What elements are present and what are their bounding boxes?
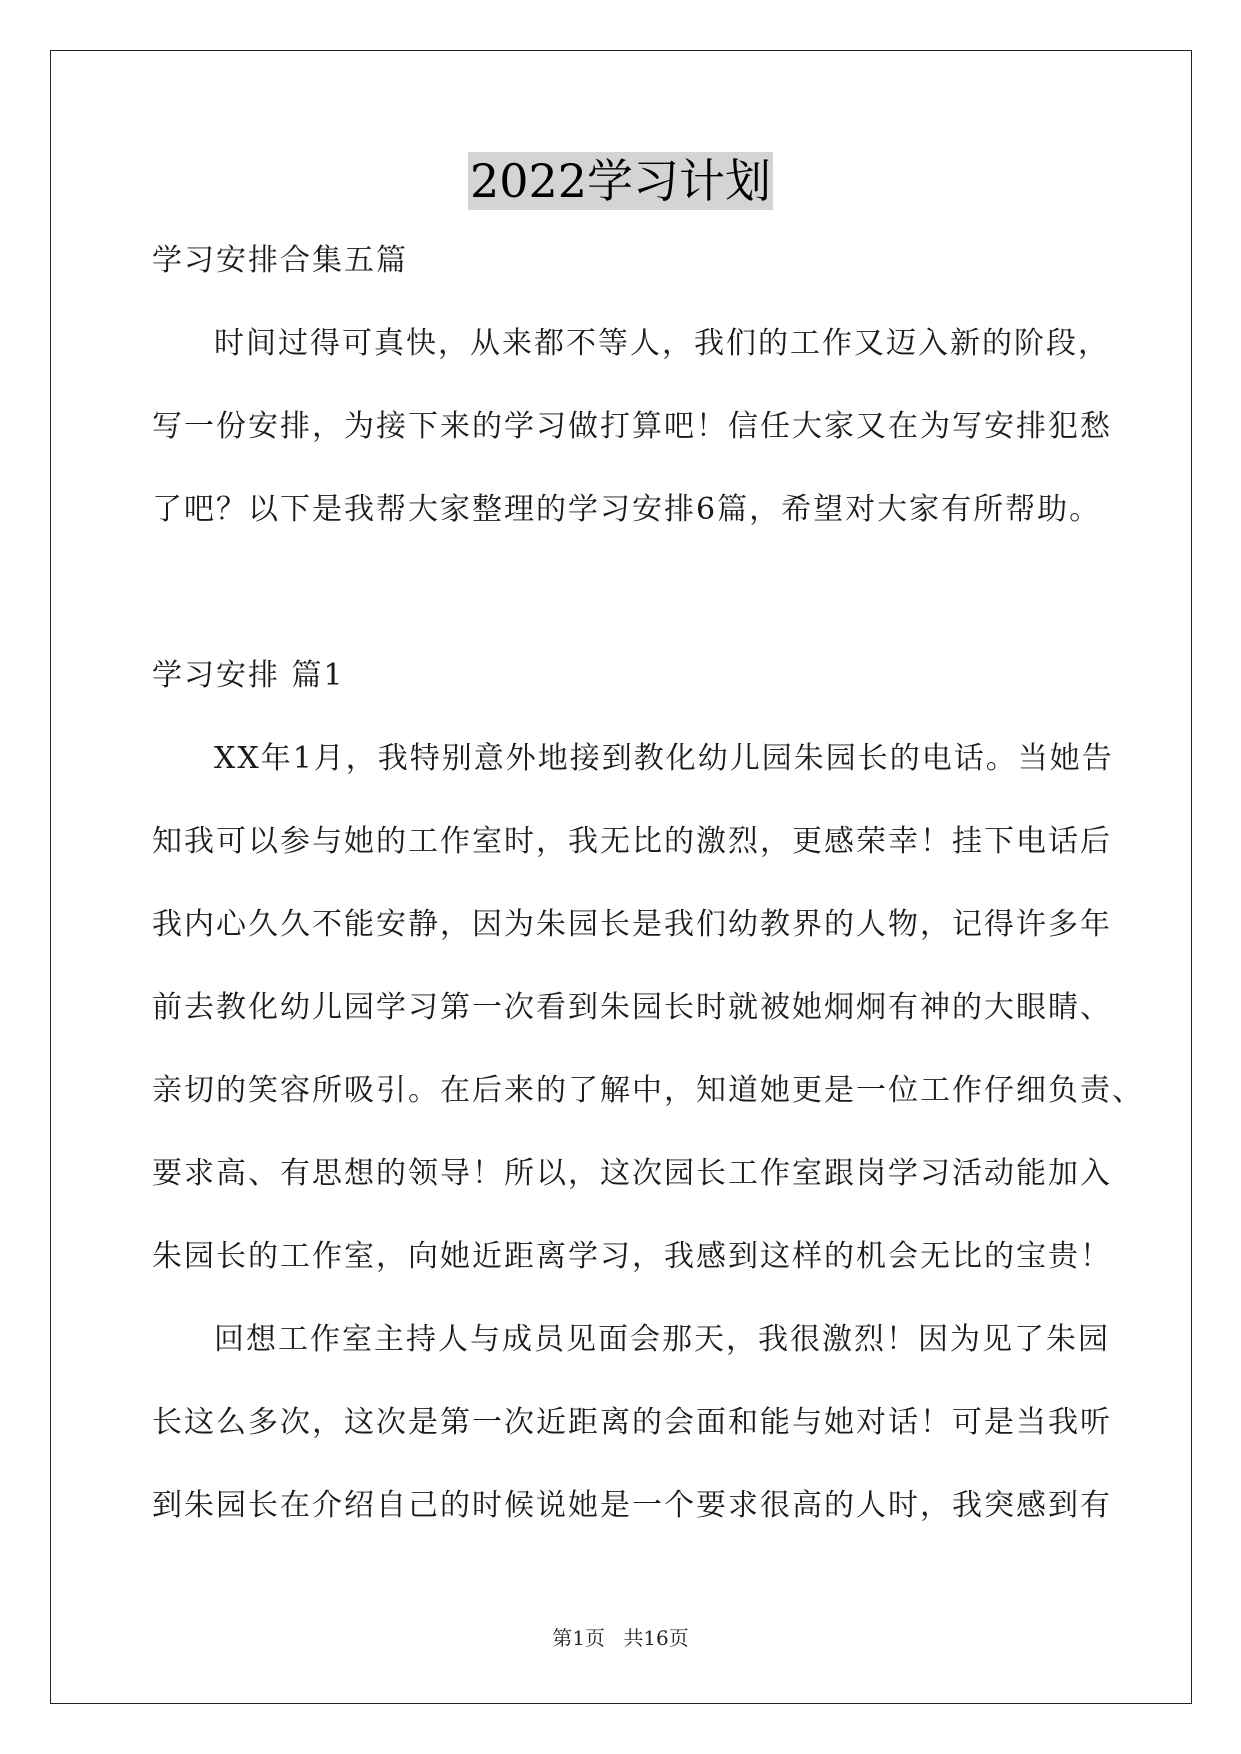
title-wrap (0, 152, 1241, 210)
page-total: 共16页 (623, 1626, 689, 1650)
paragraph-line: 回想工作室主持人与成员见面会那天，我很激烈！因为见了朱园 (214, 1322, 1110, 1357)
intro-line: 时间过得可真快，从来都不等人，我们的工作又迈入新的阶段， (214, 326, 1110, 361)
page-number: 第1页 (552, 1626, 605, 1650)
document-title: 2022学习计划 (469, 154, 772, 208)
paragraph-line: 知我可以参与她的工作室时，我无比的激烈，更感荣幸！挂下电话后 (152, 824, 1112, 859)
document-body (152, 236, 1144, 1564)
paragraph-line: 我内心久久不能安静，因为朱园长是我们幼教界的人物，记得许多年 (152, 907, 1112, 942)
spacer (152, 568, 1092, 651)
page-footer (0, 1622, 1241, 1651)
paragraph-line: 朱园长的工作室，向她近距离学习，我感到这样的机会无比的宝贵！ (152, 1239, 1112, 1274)
paragraph-line: 长这么多次，这次是第一次近距离的会面和能与她对话！可是当我听 (152, 1405, 1112, 1440)
paragraph-line: 到朱园长在介绍自己的时候说她是一个要求很高的人时，我突感到有 (152, 1488, 1112, 1523)
intro-line: 了吧？以下是我帮大家整理的学习安排6篇，希望对大家有所帮助。 (152, 492, 1102, 527)
section-heading: 学习安排 篇1 (152, 658, 345, 693)
paragraph-line: 要求高、有思想的领导！所以，这次园长工作室跟岗学习活动能加入 (152, 1156, 1112, 1191)
paragraph-line: 前去教化幼儿园学习第一次看到朱园长时就被她炯炯有神的大眼睛、 (152, 990, 1112, 1025)
document-subtitle: 学习安排合集五篇 (152, 243, 408, 278)
intro-line: 写一份安排，为接下来的学习做打算吧！信任大家又在为写安排犯愁 (152, 409, 1112, 444)
paragraph-line: 亲切的笑容所吸引。在后来的了解中，知道她更是一位工作仔细负责、 (152, 1073, 1144, 1108)
paragraph-line: XX年1月，我特别意外地接到教化幼儿园朱园长的电话。当她告 (214, 741, 1114, 776)
